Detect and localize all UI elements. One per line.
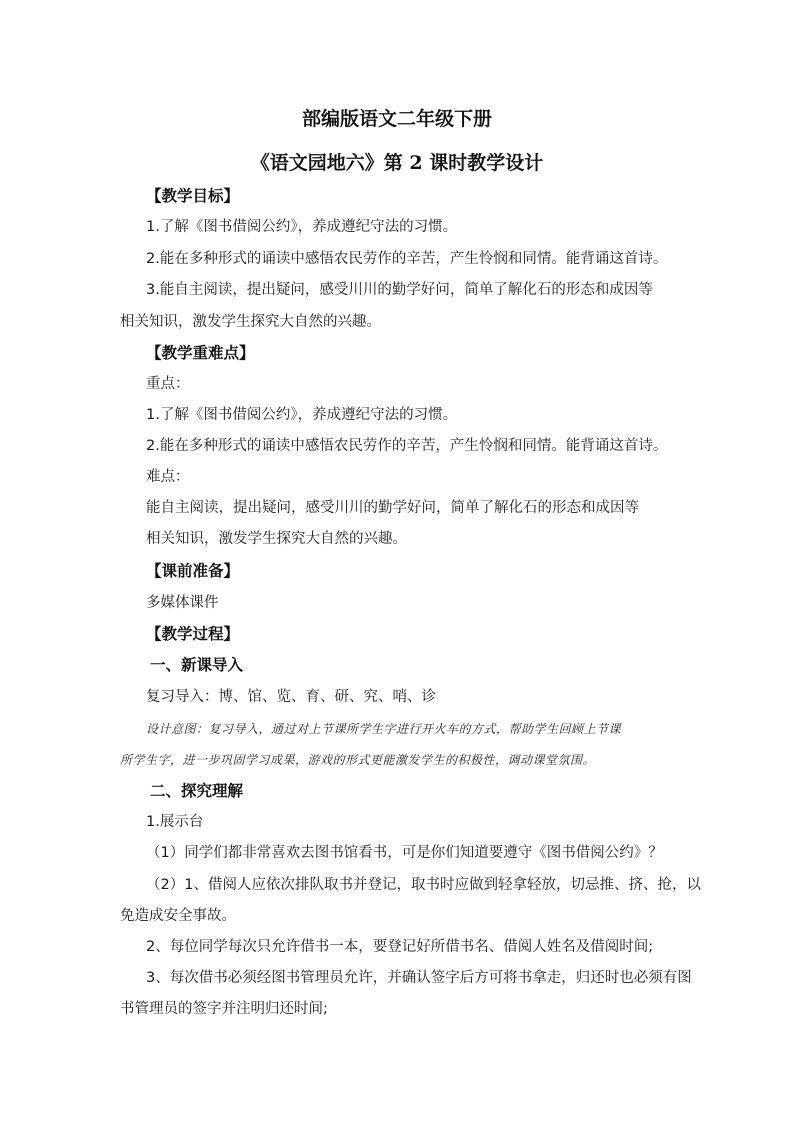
design-note-continued: 所学生字，进一步巩固学习成果，游戏的形式更能激发学生的积极性，调动课堂氛围。 [120, 753, 596, 767]
preparation-text: 多媒体课件 [146, 595, 219, 611]
difficulty-label: 难点： [146, 469, 190, 485]
question-2: （2）1、借阅人应依次排队取书并登记，取书时应做到轻拿轻放，切忌推、挤、抢，以 [146, 877, 701, 893]
process-heading: 【教学过程】 [146, 625, 240, 643]
display-stage: 1.展示台 [146, 814, 204, 830]
objective-item-3: 3.能自主阅读，提出疑问，感受川川的勤学好问，简单了解化石的形态和成因等 [146, 282, 653, 298]
key-item-1: 1.了解《图书借阅公约》，养成遵纪守法的习惯。 [146, 407, 458, 423]
key-points-heading: 【教学重难点】 [146, 344, 255, 362]
objective-item-1: 1.了解《图书借阅公约》，养成遵纪守法的习惯。 [146, 219, 458, 235]
objective-item-3-continued: 相关知识，激发学生探究大自然的兴趣。 [120, 314, 381, 330]
key-label: 重点： [146, 376, 190, 392]
question-2-continued: 免造成安全事故。 [120, 908, 236, 924]
part2-heading: 二、探究理解 [150, 782, 244, 800]
rule-2: 2、每位同学每次只允许借书一本，要登记好所借书名、借阅人姓名及借阅时间; [146, 939, 654, 955]
document-subtitle: 《语文园地六》第 2 课时教学设计 [250, 152, 544, 174]
objectives-heading: 【教学目标】 [146, 187, 240, 205]
question-1: （1）同学们都非常喜欢去图书馆看书，可是你们知道要遵守《图书借阅公约》？ [146, 845, 663, 861]
part1-heading: 一、新课导入 [150, 656, 244, 674]
review-text: 复习导入：博、馆、览、育、研、究、哨、诊 [146, 689, 436, 705]
design-note: 设计意图：复习导入，通过对上节课所学生字进行开火车的方式，帮助学生回顾上节课 [146, 722, 622, 736]
preparation-heading: 【课前准备】 [146, 562, 240, 580]
objective-item-2: 2.能在多种形式的诵读中感悟农民劳作的辛苦，产生怜悯和同情。能背诵这首诗。 [146, 251, 668, 267]
rule-3: 3、每次借书必须经图书管理员允许，并确认签字后方可将书拿走，归还时也必须有图 [146, 970, 692, 986]
difficulty-text-continued: 相关知识，激发学生探究大自然的兴趣。 [146, 531, 407, 547]
difficulty-text: 能自主阅读，提出疑问，感受川川的勤学好问，简单了解化石的形态和成因等 [146, 500, 639, 516]
document-title: 部编版语文二年级下册 [301, 108, 492, 130]
key-item-2: 2.能在多种形式的诵读中感悟农民劳作的辛苦，产生怜悯和同情。能背诵这首诗。 [146, 438, 668, 454]
rule-3-continued: 书管理员的签字并注明归还时间; [120, 1001, 328, 1017]
